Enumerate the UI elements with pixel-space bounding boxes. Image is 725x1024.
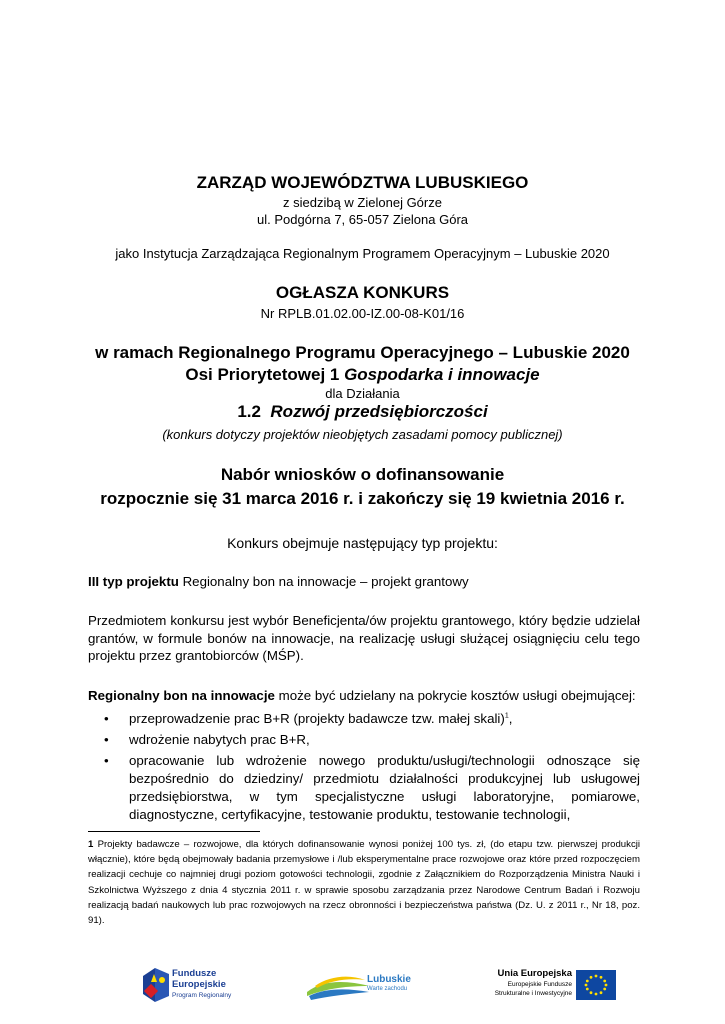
bullet-tail: , <box>508 711 513 726</box>
fundusze-europejskie-logo <box>143 966 253 1006</box>
list-item <box>104 752 640 824</box>
footnote-marker: 1 <box>88 839 94 850</box>
footnote-text: Projekty badawcze – rozwojowe, dla których dofinansowanie wynosi poniżej 100 tys. zł, (do etapu tzw. pierwszej produkcji włącznie), które będą obejmowały badania przemysłowe i /lub eksperymentalne prace rozwojowe oraz które przed rozpoczęciem realizacji cechuje co najmniej drugi poziom gotowości technologii, zgodnie z Załącznikiem do Rozporządzenia Ministra Nauki i Szkolnictwa Wyższego z dnia 4 stycznia 2011 r. w sprawie sposobu zarządzania przez Narodowe Centrum Badań i Rozwoju realizacją badań naukowych lub prac rozwojowych na rzecz obronności i bezpieczeństwa państwa (Dz. U. z 2011 r., Nr 18, poz. 91). <box>88 839 640 927</box>
call-line-2: rozpocznie się 31 marca 2016 r. i zakończy się 19 kwietnia 2016 r. <box>100 489 625 508</box>
announcement-number: Nr RPLB.01.02.00-IZ.00-08-K01/16 <box>260 306 465 321</box>
list-item <box>104 731 640 749</box>
voucher-intro-line <box>88 688 640 703</box>
organization-seat: z siedzibą w Zielonej Górze <box>283 195 442 210</box>
bullet-text: przeprowadzenie prac B+R (projekty badawcze tzw. małej skali) <box>129 711 505 726</box>
call-line-1: Nabór wniosków o dofinansowanie <box>220 465 505 484</box>
project-type-label: III typ projektu <box>88 574 179 589</box>
eu-funds-line-1: Europejskie Fundusze <box>507 981 572 988</box>
project-type-text: Regionalny bon na innowacje – projekt grantowy <box>178 574 469 589</box>
managing-authority-role: jako Instytucja Zarządzająca Regionalnym Programem Operacyjnym – Lubuskie 2020 <box>115 246 610 261</box>
organization-address: ul. Podgórna 7, 65-057 Zielona Góra <box>256 212 469 227</box>
lubuskie-waves-icon <box>305 972 371 1002</box>
eu-logo <box>481 966 616 1004</box>
program-line: w ramach Regionalnego Programu Operacyjnego – Lubuskie 2020 <box>95 343 630 362</box>
organization-name: ZARZĄD WOJEWÓDZTWA LUBUSKIEGO <box>196 173 529 192</box>
priority-axis-name: Gospodarka i innowacje <box>344 365 540 384</box>
fe-program-label: Program Regionalny <box>172 992 232 999</box>
measure-intro: dla Działania <box>325 386 400 401</box>
lubuskie-logo <box>305 968 425 1004</box>
footnote-reference[interactable]: 1 <box>504 712 509 720</box>
measure-number: 1.2 <box>237 402 261 421</box>
bullet-text: opracowanie lub wdrożenie nowego produktu/usługi/technologii odnoszące się bezpośrednio do dziedziny/ przedmiotu działalności produkcyjnej lub usługowej przedsiębiorstwa, w tym specjalistyczne usługi laboratoryjne, pomiarowe, diagnostyczne, certyfikacyjne, testowanie produktu, testowanie technologii, <box>129 753 640 822</box>
priority-axis-prefix: Osi Priorytetowej 1 <box>185 365 345 384</box>
bullet-text: wdrożenie nabytych prac B+R, <box>129 732 310 747</box>
footnote-separator <box>88 831 260 832</box>
eu-name: Unia Europejska <box>497 968 572 979</box>
voucher-label: Regionalny bon na innowacje <box>88 688 275 703</box>
bullet-icon: • <box>104 753 109 768</box>
eu-flag-icon <box>576 970 616 1000</box>
priority-axis-line <box>0 365 725 385</box>
project-types-intro: Konkurs obejmuje następujący typ projektu: <box>227 535 498 551</box>
lubuskie-name: Lubuskie <box>367 974 411 985</box>
eu-funds-line-2: Strukturalne i Inwestycyjne <box>494 990 572 997</box>
voucher-text: może być udzielany na pokrycie kosztów usługi obejmującej: <box>274 688 636 703</box>
measure-name: Rozwój przedsiębiorczości <box>270 402 488 421</box>
bullet-icon: • <box>104 711 109 726</box>
fe-name-line-1: Fundusze <box>172 968 217 979</box>
subject-paragraph: Przedmiotem konkursu jest wybór Beneficjenta/ów projektu grantowego, który będzie udzielał grantów, w formule bonów na innowacje, na realizację usługi służącej osiągnięciu celu tego projektu przez grantobiorców (MŚP). <box>88 613 640 663</box>
measure-line <box>0 402 725 422</box>
bullet-icon: • <box>104 732 109 747</box>
announcement-title: OGŁASZA KONKURS <box>275 283 450 302</box>
footnote <box>88 837 640 928</box>
project-type-line <box>88 574 640 589</box>
fe-name-line-2: Europejskie <box>172 979 226 990</box>
list-item <box>104 710 640 728</box>
measure-note: (konkurs dotyczy projektów nieobjętych zasadami pomocy publicznej) <box>162 427 563 442</box>
lubuskie-tagline: Warte zachodu <box>367 986 408 992</box>
fundusze-europejskie-emblem-icon <box>143 968 169 1002</box>
